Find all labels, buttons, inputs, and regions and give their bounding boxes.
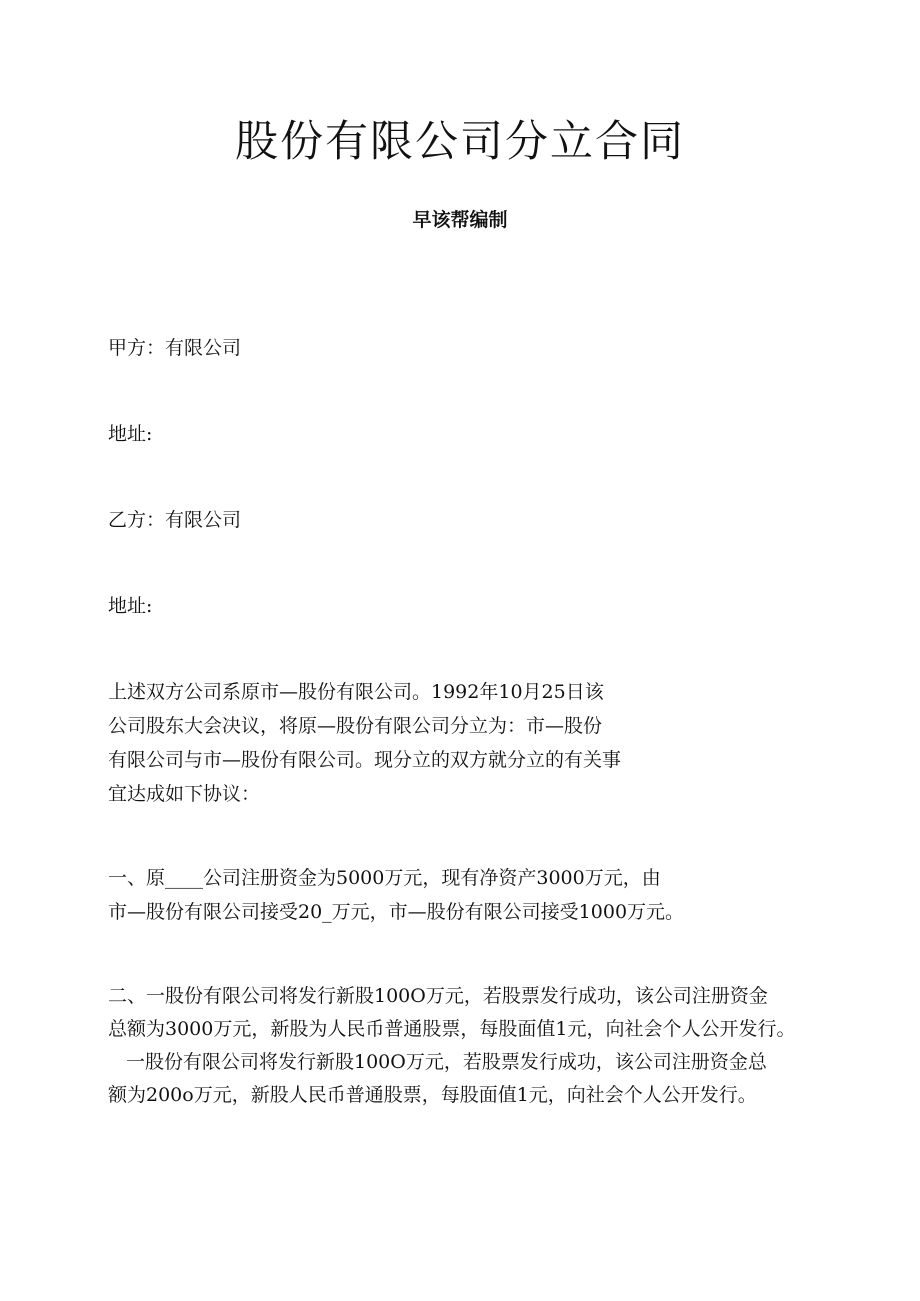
clause-2-line: 二、一股份有限公司将发行新股100O万元，若股票发行成功，该公司注册资金 bbox=[108, 985, 768, 1007]
clause-2-line: 一股份有限公司将发行新股100O万元，若股票发行成功，该公司注册资金总 bbox=[126, 1051, 767, 1073]
preamble-line: 公司股东大会决议，将原—股份有限公司分立为：市—股份 bbox=[108, 715, 603, 737]
preamble-line: 有限公司与市—股份有限公司。现分立的双方就分立的有关事 bbox=[108, 749, 622, 771]
party-a-address: 地址: bbox=[108, 423, 153, 445]
preamble-line: 宜达成如下协议： bbox=[108, 783, 261, 805]
preamble-line: 上述双方公司系原市—股份有限公司。1992年10月25日该 bbox=[108, 681, 604, 703]
clause-1-line: 一、原____公司注册资金为5000万元，现有净资产3000万元，由 bbox=[108, 867, 661, 889]
clause-2-line: 总额为3000万元，新股为人民币普通股票，每股面值1元，向社会个人公开发行。 bbox=[108, 1018, 796, 1040]
party-b-line: 乙方：有限公司 bbox=[108, 509, 242, 531]
document-title: 股份有限公司分立合同 bbox=[235, 117, 685, 167]
clause-2-line: 额为200o万元，新股人民币普通股票，每股面值1元，向社会个人公开发行。 bbox=[108, 1084, 757, 1106]
clause-1-line: 市—股份有限公司接受20_万元，市—股份有限公司接受1000万元。 bbox=[108, 901, 685, 923]
document-subtitle: 早该帮编制 bbox=[412, 209, 508, 231]
party-b-address: 地址: bbox=[108, 595, 153, 617]
party-a-line: 甲方：有限公司 bbox=[108, 337, 242, 359]
